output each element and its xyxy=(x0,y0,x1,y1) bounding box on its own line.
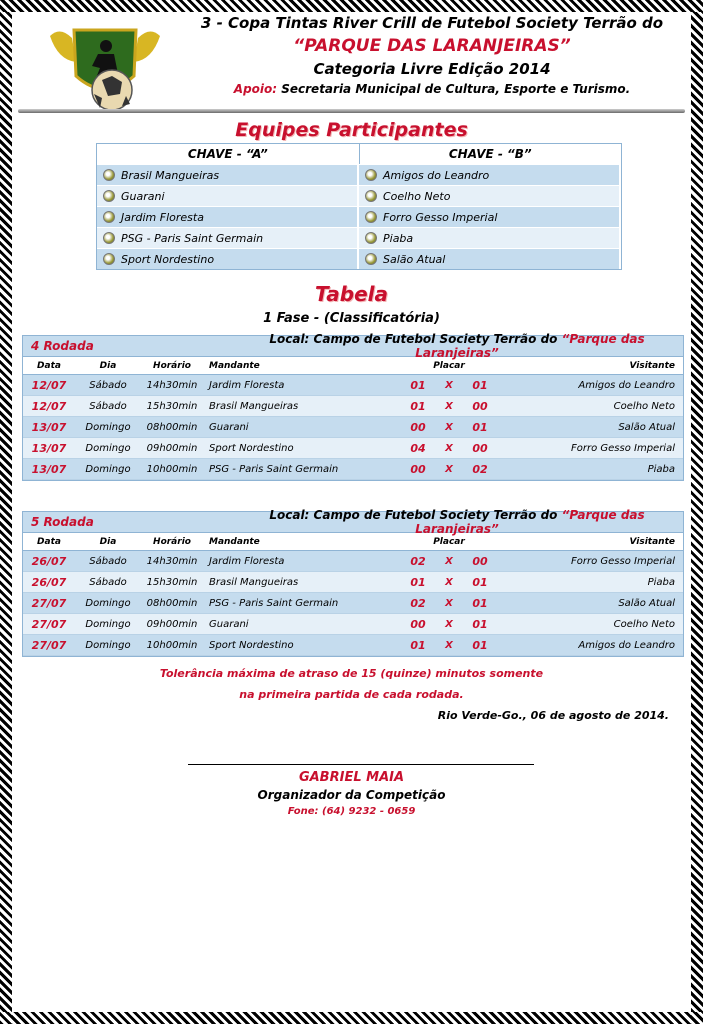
column-headers xyxy=(23,357,683,375)
versus-mark: X xyxy=(445,463,453,475)
soccer-ball-icon xyxy=(103,169,115,181)
phase-title: 1 Fase - (Classificatória) xyxy=(263,311,440,326)
home-team: Jardim Floresta xyxy=(209,379,285,391)
home-team: PSG - Paris Saint Germain xyxy=(209,597,339,609)
teams-header xyxy=(97,144,621,164)
away-score: 01 xyxy=(472,420,488,434)
header-venue-name: “PARQUE DAS LARANJEIRAS” xyxy=(293,36,571,56)
versus-mark: X xyxy=(445,421,453,433)
versus-mark: X xyxy=(445,400,453,412)
match-date: 27/07 xyxy=(31,638,67,652)
team-name: PSG - Paris Saint Germain xyxy=(121,231,264,245)
soccer-ball-icon xyxy=(103,211,115,223)
col-data: Data xyxy=(37,360,61,371)
match-row xyxy=(23,417,683,438)
home-team: Brasil Mangueiras xyxy=(209,576,299,588)
home-team: Sport Nordestino xyxy=(209,442,294,454)
away-score: 00 xyxy=(472,399,488,413)
support-text: Secretaria Municipal de Cultura, Esporte e Turismo. xyxy=(277,82,631,96)
location-prefix: Local: Campo de Futebol Society Terrão do xyxy=(269,508,562,522)
team-cell-a xyxy=(97,249,357,269)
organizer-phone: Fone: (64) 9232 - 0659 xyxy=(287,806,416,817)
match-date: 27/07 xyxy=(31,596,67,610)
round-table-5 xyxy=(22,508,684,657)
soccer-ball-icon xyxy=(365,232,377,244)
match-time: 09h00min xyxy=(146,618,198,630)
round-table-4 xyxy=(22,332,684,481)
tolerance-note-1: Tolerância máxima de atraso de 15 (quinze) minutos somente xyxy=(159,667,544,680)
col-mandante: Mandante xyxy=(209,536,260,547)
col-horario: Horário xyxy=(153,360,191,371)
match-day: Sábado xyxy=(89,379,127,391)
header-divider xyxy=(18,109,685,113)
soccer-ball-icon xyxy=(103,232,115,244)
match-day: Sábado xyxy=(89,576,127,588)
document-date: Rio Verde-Go., 06 de agosto de 2014. xyxy=(437,709,669,722)
round-location xyxy=(231,508,683,536)
home-score: 00 xyxy=(410,462,426,476)
team-name: Sport Nordestino xyxy=(121,252,215,266)
home-score: 01 xyxy=(410,399,426,413)
match-row xyxy=(23,396,683,417)
support-label: Apoio: xyxy=(233,82,278,96)
tournament-logo-icon xyxy=(46,22,164,114)
away-team: Coelho Neto xyxy=(613,400,675,412)
team-row xyxy=(97,249,621,269)
location-name: “Parque das Laranjeiras” xyxy=(415,508,645,536)
soccer-ball-icon xyxy=(365,211,377,223)
schedule-title: Tabela xyxy=(315,282,388,306)
team-row xyxy=(97,228,621,248)
match-row xyxy=(23,438,683,459)
versus-mark: X xyxy=(445,442,453,454)
home-score: 00 xyxy=(410,420,426,434)
match-day: Domingo xyxy=(85,639,131,651)
away-team: Piaba xyxy=(647,576,675,588)
col-visitante: Visitante xyxy=(629,360,675,371)
match-time: 10h00min xyxy=(146,463,198,475)
away-score: 00 xyxy=(472,554,488,568)
col-horario: Horário xyxy=(153,536,191,547)
match-row xyxy=(23,551,683,572)
home-score: 02 xyxy=(410,596,426,610)
versus-mark: X xyxy=(445,555,453,567)
match-date: 12/07 xyxy=(31,399,67,413)
organizer-name: GABRIEL MAIA xyxy=(298,770,405,785)
header-category: Categoria Livre Edição 2014 xyxy=(313,60,551,78)
team-name: Piaba xyxy=(383,231,414,245)
match-day: Sábado xyxy=(89,555,127,567)
away-score: 01 xyxy=(472,575,488,589)
team-cell-b xyxy=(359,165,619,185)
team-name: Brasil Mangueiras xyxy=(121,168,220,182)
away-score: 01 xyxy=(472,378,488,392)
col-placar: Placar xyxy=(433,536,465,547)
away-team: Amigos do Leandro xyxy=(578,639,675,651)
team-cell-a xyxy=(97,207,357,227)
organizer-role: Organizador da Competição xyxy=(257,788,446,802)
page xyxy=(12,12,691,1012)
match-date: 27/07 xyxy=(31,617,67,631)
match-time: 08h00min xyxy=(146,597,198,609)
match-day: Domingo xyxy=(85,618,131,630)
team-cell-b xyxy=(359,249,619,269)
away-score: 01 xyxy=(472,638,488,652)
match-day: Sábado xyxy=(89,400,127,412)
match-row xyxy=(23,375,683,396)
tolerance-note-2: na primeira partida de cada rodada. xyxy=(239,688,464,701)
match-time: 10h00min xyxy=(146,639,198,651)
team-cell-b xyxy=(359,228,619,248)
location-prefix: Local: Campo de Futebol Society Terrão do xyxy=(269,332,562,346)
match-row xyxy=(23,459,683,480)
match-row xyxy=(23,572,683,593)
home-team: Guarani xyxy=(209,421,249,433)
match-time: 14h30min xyxy=(146,379,198,391)
home-score: 02 xyxy=(410,554,426,568)
round-location xyxy=(231,332,683,360)
away-team: Coelho Neto xyxy=(613,618,675,630)
group-b-header: CHAVE - “B” xyxy=(448,147,532,161)
team-name: Coelho Neto xyxy=(383,189,451,203)
location-name: “Parque das Laranjeiras” xyxy=(415,332,645,360)
away-score: 02 xyxy=(472,462,488,476)
team-cell-b xyxy=(359,207,619,227)
col-data: Data xyxy=(37,536,61,547)
round-header xyxy=(23,332,683,360)
away-score: 01 xyxy=(472,617,488,631)
round-label: 4 Rodada xyxy=(31,339,94,353)
home-score: 01 xyxy=(410,638,426,652)
team-cell-a xyxy=(97,186,357,206)
team-cell-a xyxy=(97,165,357,185)
away-team: Amigos do Leandro xyxy=(578,379,675,391)
team-row xyxy=(97,207,621,227)
match-day: Domingo xyxy=(85,442,131,454)
away-team: Forro Gesso Imperial xyxy=(571,555,675,567)
match-date: 13/07 xyxy=(31,462,67,476)
match-time: 14h30min xyxy=(146,555,198,567)
home-score: 00 xyxy=(410,617,426,631)
team-name: Salão Atual xyxy=(383,252,446,266)
match-date: 13/07 xyxy=(31,420,67,434)
away-team: Piaba xyxy=(647,463,675,475)
soccer-ball-icon xyxy=(365,190,377,202)
column-headers xyxy=(23,533,683,551)
team-row xyxy=(97,186,621,206)
match-time: 09h00min xyxy=(146,442,198,454)
versus-mark: X xyxy=(445,576,453,588)
signature-line xyxy=(188,764,534,765)
col-dia: Dia xyxy=(99,360,117,371)
team-cell-b xyxy=(359,186,619,206)
home-team: Sport Nordestino xyxy=(209,639,294,651)
away-score: 01 xyxy=(472,596,488,610)
team-row xyxy=(97,165,621,185)
col-visitante: Visitante xyxy=(629,536,675,547)
soccer-ball-icon xyxy=(103,253,115,265)
team-name: Amigos do Leandro xyxy=(383,168,490,182)
soccer-ball-icon xyxy=(103,190,115,202)
round-label: 5 Rodada xyxy=(31,515,94,529)
teams-table xyxy=(96,143,622,270)
col-mandante: Mandante xyxy=(209,360,260,371)
team-name: Forro Gesso Imperial xyxy=(383,210,498,224)
col-dia: Dia xyxy=(99,536,117,547)
round-header xyxy=(23,508,683,536)
versus-mark: X xyxy=(445,597,453,609)
home-team: Guarani xyxy=(209,618,249,630)
soccer-ball-icon xyxy=(365,169,377,181)
header-support xyxy=(182,82,682,96)
team-name: Guarani xyxy=(121,189,165,203)
versus-mark: X xyxy=(445,618,453,630)
versus-mark: X xyxy=(445,379,453,391)
home-team: Jardim Floresta xyxy=(209,555,285,567)
team-cell-a xyxy=(97,228,357,248)
match-date: 13/07 xyxy=(31,441,67,455)
away-team: Salão Atual xyxy=(618,597,675,609)
match-date: 12/07 xyxy=(31,378,67,392)
home-score: 04 xyxy=(410,441,426,455)
match-day: Domingo xyxy=(85,463,131,475)
home-team: PSG - Paris Saint Germain xyxy=(209,463,339,475)
versus-mark: X xyxy=(445,639,453,651)
match-row xyxy=(23,635,683,656)
match-day: Domingo xyxy=(85,421,131,433)
match-time: 15h30min xyxy=(146,576,198,588)
group-a-header: CHAVE - “A” xyxy=(97,144,360,164)
header-edition-title: 3 - Copa Tintas River Crill de Futebol Society Terrão do xyxy=(200,14,664,32)
match-date: 26/07 xyxy=(31,554,67,568)
home-score: 01 xyxy=(410,378,426,392)
soccer-ball-icon xyxy=(365,253,377,265)
team-name: Jardim Floresta xyxy=(121,210,204,224)
away-score: 00 xyxy=(472,441,488,455)
teams-title: Equipes Participantes xyxy=(235,119,468,141)
match-day: Domingo xyxy=(85,597,131,609)
away-team: Forro Gesso Imperial xyxy=(571,442,675,454)
away-team: Salão Atual xyxy=(618,421,675,433)
col-placar: Placar xyxy=(433,360,465,371)
match-date: 26/07 xyxy=(31,575,67,589)
home-score: 01 xyxy=(410,575,426,589)
match-time: 15h30min xyxy=(146,400,198,412)
match-row xyxy=(23,614,683,635)
match-time: 08h00min xyxy=(146,421,198,433)
home-team: Brasil Mangueiras xyxy=(209,400,299,412)
match-row xyxy=(23,593,683,614)
